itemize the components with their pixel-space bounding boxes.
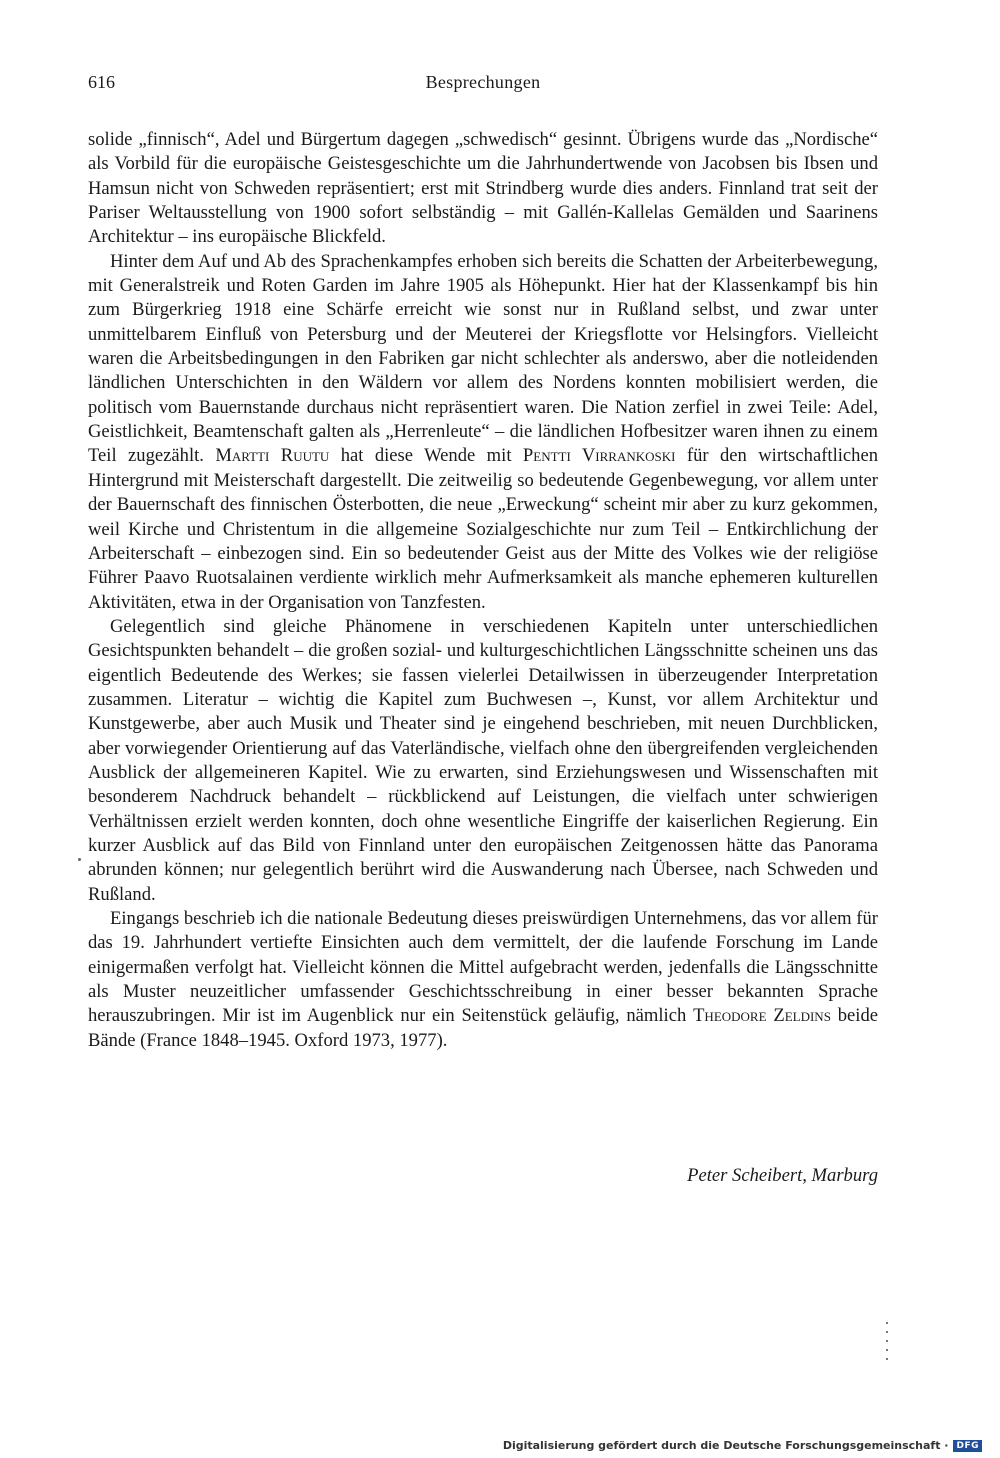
paragraph-4 — [88, 907, 878, 1053]
author-name-ruutu: Martti Ruutu — [215, 445, 330, 467]
running-head: Besprechungen — [425, 72, 541, 92]
page-number: 616 — [88, 72, 115, 92]
paragraph-1: solide „finnisch“, Adel und Bürgertum dagegen „schwedisch“ gesinnt. Übrigens wurde das „Nordische“ als Vorbild für die europäische Geistesgeschichte um die Jahrhundertwende von Jacobsen bis Ibsen und Hamsun nicht von Schweden repräsentiert; erst mit Strindberg wurde dies anders. Finnland trat seit der Pariser Weltausstellung von 1900 sofort selbständig – mit Gallén-Kallelas Gemälden und Saarinens Architektur – ins europäische Blickfeld. — [88, 129, 878, 248]
paragraph-4-end: beide Bände (France 1848–1945. Oxford 1973, 1977). — [88, 1005, 878, 1051]
author-name-zeldin: Theodore Zeldins — [693, 1005, 831, 1027]
dfg-logo: DFG — [953, 1440, 982, 1452]
paragraph-2-connector: hat diese Wende mit — [340, 445, 512, 467]
footer-credit: Digitalisierung gefördert durch die Deutsche Forschungsgemeinschaft · — [502, 1439, 949, 1452]
paragraph-3: Gelegentlich sind gleiche Phänomene in verschiedenen Kapiteln unter unterschiedlichen Gesichtspunkten behandelt – die großen sozial- und kulturgeschichtlichen Längsschnitte scheinen uns das eigentlich Bedeutende des Werkes; sie fassen vielerlei Detailwissen in überzeugender Interpretation zusammen. Literatur – wichtig die Kapitel zum Buchwesen –, Kunst, vor allem Architektur und Kunstgewerbe, aber auch Musik und Theater sind je eingehend beschrieben, mit neuen Durchblicken, aber vorwiegender Orientierung auf das Vaterländische, vielfach ohne den übergreifenden vergleichenden Ausblick der allgemeineren Kapitel. Wie zu erwarten, sind Erziehungswesen und Wissenschaften mit besonderem Nachdruck behandelt – rückblickend auf Leistungen, die vielfach unter schwierigen Verhältnissen erzielt werden konnten, doch ohne wesentliche Eingriffe der kaiserlichen Regierung. Ein kurzer Ausblick auf das Bild von Finnland unter den europäischen Zeitgenossen hätte das Panorama abrunden können; nur gelegentlich berührt wird die Auswanderung nach Übersee, nach Schweden und Rußland. — [88, 615, 878, 905]
paragraph-2-text: Hinter dem Auf und Ab des Sprachenkampfes erhoben sich bereits die Schatten der Arbeiterbewegung, mit Generalstreik und Roten Garden im Jahre 1905 als Höhepunkt. Hier hat der Klassenkampf bis hin zum Bürgerkrieg 1918 eine Schärfe erreicht wie sonst nur in Rußland selbst, und zwar unter unmittelbarem Einfluß von Petersburg und der Meuterei der Kriegsflotte vor Helsingfors. Vielleicht waren die Arbeitsbedingungen in den Fabriken gar nicht schlechter als anderswo, aber die notleidenden ländlichen Unterschichten in den Wäldern vor allem des Nordens konnten mobilisiert werden, die politisch vom Bauernstande durchaus nicht repräsentiert waren. Die Nation zerfiel in zwei Teile: Adel, Geistlichkeit, Beamtenschaft galten als „Herrenleute“ – die ländlichen Hofbesitzer waren ihnen zu einem Teil zugezählt. — [88, 250, 878, 467]
margin-speck — [78, 858, 81, 861]
paragraph-4-text: Eingangs beschrieb ich die nationale Bedeutung dieses preiswürdigen Unternehmens, das vor allem für das 19. Jahrhundert vertiefte Einsichten auch dem vermittelt, der die laufende Forschung im Lande einigermaßen verfolgt hat. Vielleicht können die Mittel aufgebracht werden, jedenfalls die Längsschnitte als Muster neuzeitlicher umfassender Geschichtsschreibung in einer besser bekannten Sprache herauszubringen. Mir ist im Augenblick nur ein Seitenstück geläufig, nämlich — [88, 908, 878, 1027]
scan-specks — [884, 1322, 890, 1362]
article-body — [88, 128, 878, 1053]
paragraph-2 — [88, 250, 878, 615]
author-name-virrankoski: Pentti Virrankoski — [522, 445, 676, 467]
digitization-footer — [503, 1439, 982, 1452]
review-signature: Peter Scheibert, Marburg — [687, 1165, 878, 1186]
page-header — [88, 72, 878, 100]
paragraph-2-continuation: für den wirtschaftlichen Hintergrund mit Meisterschaft dargestellt. Die zeitweilig so bedeutende Gegenbewegung, vor allem unter der Bauernschaft des finnischen Österbotten, die neue „Erweckung“ scheint mir aber zu kurz gekommen, weil Kirche und Christentum in die allgemeine Sozialgeschichte nur zum Teil – Entkirchlichung der Arbeiterschaft – einbezogen sind. Ein so bedeutender Geist aus der Mitte des Volkes wie der religiöse Führer Paavo Ruotsalainen verdiente wirklich mehr Aufmerksamkeit als manche ephemeren kulturellen Aktivitäten, etwa in der Organisation von Tanzfesten. — [88, 445, 879, 613]
